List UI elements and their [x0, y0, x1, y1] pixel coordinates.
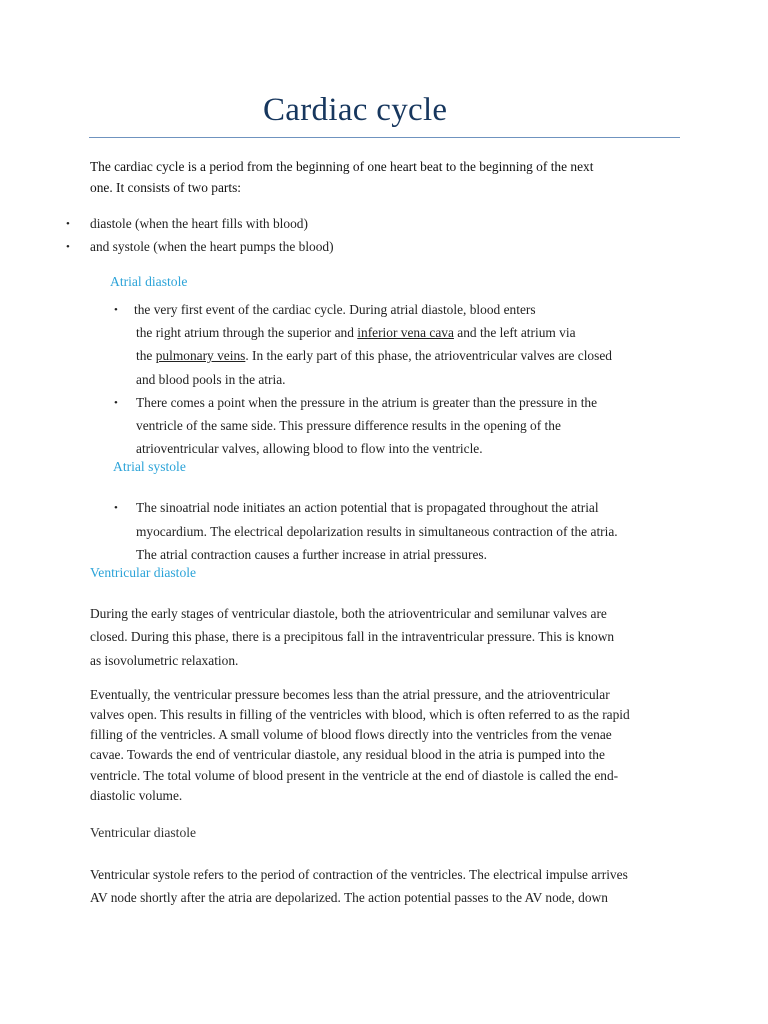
- atrial-diastole-b1-line2: the right atrium through the superior and inferior vena cava and the left atrium via: [136, 325, 576, 340]
- heading-ventricular-diastole: Ventricular diastole: [90, 565, 197, 580]
- list-item-systole: and systole (when the heart pumps the blood): [90, 239, 334, 254]
- vd-p2-line4: cavae. Towards the end of ventricular diastole, any residual blood in the atria is pumped into the: [90, 747, 605, 762]
- page-title: Cardiac cycle: [263, 92, 448, 128]
- bullet-icon: •: [66, 241, 70, 253]
- atrial-systole-b1-line1: The sinoatrial node initiates an action potential that is propagated throughout the atrial: [136, 500, 599, 515]
- vs-p1-line2: AV node shortly after the atria are depolarized. The action potential passes to the AV node, down: [90, 890, 608, 905]
- bullet-icon: •: [114, 304, 118, 316]
- vd-p2-line1: Eventually, the ventricular pressure becomes less than the atrial pressure, and the atrioventricular: [90, 687, 610, 702]
- vd-p2-line5: ventricle. The total volume of blood present in the ventricle at the end of diastole is called the end-: [90, 768, 619, 783]
- bullet-icon: •: [66, 218, 70, 230]
- atrial-diastole-b1-line1: the very first event of the cardiac cycle. During atrial diastole, blood enters: [134, 302, 536, 317]
- atrial-diastole-b1-line3: the pulmonary veins. In the early part of this phase, the atrioventricular valves are closed: [136, 348, 612, 363]
- bullet-icon: •: [114, 397, 118, 409]
- atrial-diastole-b2-line3: atrioventricular valves, allowing blood to flow into the ventricle.: [136, 441, 483, 456]
- atrial-diastole-b2-line1: There comes a point when the pressure in the atrium is greater than the pressure in the: [136, 395, 598, 410]
- link-inferior-vena-cava[interactable]: inferior vena cava: [357, 325, 454, 340]
- heading-atrial-systole: Atrial systole: [113, 459, 186, 474]
- bullet-icon: •: [114, 502, 118, 514]
- intro-line-1: The cardiac cycle is a period from the beginning of one heart beat to the beginning of the next: [90, 159, 594, 174]
- title-underline: [89, 137, 680, 138]
- vd-p2-line2: valves open. This results in filling of the ventricles with blood, which is often referred to as the rapid: [90, 707, 630, 722]
- vd-p1-line1: During the early stages of ventricular diastole, both the atrioventricular and semilunar valves are: [90, 606, 607, 621]
- link-pulmonary-veins[interactable]: pulmonary veins: [155, 348, 246, 363]
- vd-p1-line3: as isovolumetric relaxation.: [90, 653, 239, 668]
- vd-p1-line2: closed. During this phase, there is a precipitous fall in the intraventricular pressure. This is known: [90, 629, 615, 644]
- atrial-systole-b1-line2: myocardium. The electrical depolarization results in simultaneous contraction of the atria.: [136, 524, 618, 539]
- heading-ventricular-systole: Ventricular diastole: [90, 825, 197, 840]
- atrial-diastole-b1-line4: and blood pools in the atria.: [136, 372, 286, 387]
- list-item-diastole: diastole (when the heart fills with blood): [90, 216, 308, 231]
- intro-line-2: one. It consists of two parts:: [90, 180, 241, 195]
- atrial-systole-b1-line3: The atrial contraction causes a further increase in atrial pressures.: [136, 547, 487, 562]
- vs-p1-line1: Ventricular systole refers to the period of contraction of the ventricles. The electrical impulse arrives: [90, 867, 628, 882]
- atrial-diastole-b2-line2: ventricle of the same side. This pressure difference results in the opening of the: [136, 418, 561, 433]
- heading-atrial-diastole: Atrial diastole: [110, 274, 188, 289]
- vd-p2-line6: diastolic volume.: [90, 788, 183, 803]
- vd-p2-line3: filling of the ventricles. A small volume of blood flows directly into the ventricles from the venae: [90, 727, 612, 742]
